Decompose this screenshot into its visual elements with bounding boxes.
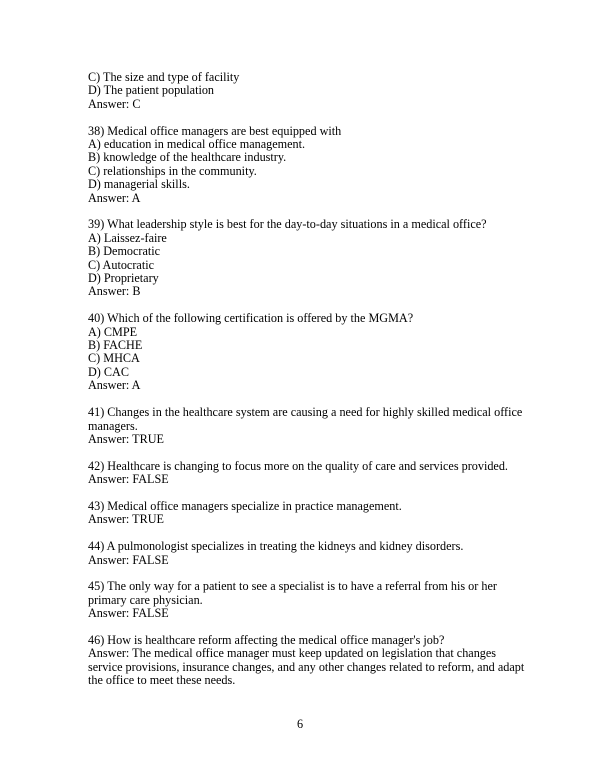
option-d: D) managerial skills. <box>88 177 190 192</box>
option-a: A) education in medical office management. <box>88 137 306 152</box>
page-content <box>88 71 528 688</box>
page-number: 6 <box>296 717 304 731</box>
option-d: D) Proprietary <box>88 271 159 286</box>
question-text: 41) Changes in the healthcare system are causing a need for highly skilled medical office <box>88 405 523 420</box>
answer-continued: the office to meet these needs. <box>88 673 236 688</box>
question-44 <box>88 540 528 567</box>
option-a: A) Laissez-faire <box>88 230 167 245</box>
option-a: A) CMPE <box>88 324 138 339</box>
question-text: 46) How is healthcare reform affecting the medical office manager's job? <box>88 632 445 647</box>
answer: Answer: The medical office manager must keep updated on legislation that changes <box>88 646 497 661</box>
question-text: 40) Which of the following certification is offered by the MGMA? <box>88 311 414 326</box>
question-41 <box>88 406 528 446</box>
question-text: 44) A pulmonologist specializes in treating the kidneys and kidney disorders. <box>88 539 464 554</box>
answer: Answer: FALSE <box>88 472 169 487</box>
question-46 <box>88 634 528 688</box>
answer-continued: service provisions, insurance changes, and any other changes related to reform, and adapt <box>88 659 525 674</box>
option-d: D) CAC <box>88 364 129 379</box>
question-42 <box>88 460 528 487</box>
option-c: C) Autocratic <box>88 257 154 272</box>
question-text-continued: primary care physician. <box>88 592 203 607</box>
answer: Answer: TRUE <box>88 512 164 527</box>
question-39 <box>88 218 528 298</box>
option-b: B) FACHE <box>88 338 143 353</box>
question-40 <box>88 312 528 392</box>
option-c: C) relationships in the community. <box>88 163 257 178</box>
answer: Answer: B <box>88 284 141 299</box>
question-38 <box>88 125 528 205</box>
question-text-continued: managers. <box>88 418 138 433</box>
question-text: 39) What leadership style is best for the day-to-day situations in a medical office? <box>88 217 487 232</box>
question-text: 45) The only way for a patient to see a specialist is to have a referral from his or her <box>88 579 497 594</box>
answer: Answer: TRUE <box>88 431 164 446</box>
option-c: C) MHCA <box>88 351 140 366</box>
answer: Answer: A <box>88 190 141 205</box>
question-37-tail <box>88 71 528 111</box>
question-text: 43) Medical office managers specialize in practice management. <box>88 498 402 513</box>
question-text: 42) Healthcare is changing to focus more on the quality of care and services provided. <box>88 458 508 473</box>
question-43 <box>88 500 528 527</box>
option-b: B) Democratic <box>88 244 161 259</box>
question-45 <box>88 580 528 620</box>
answer: Answer: FALSE <box>88 552 169 567</box>
question-text: 38) Medical office managers are best equipped with <box>88 123 342 138</box>
option-d: D) The patient population <box>88 83 215 98</box>
option-b: B) knowledge of the healthcare industry. <box>88 150 287 165</box>
answer: Answer: A <box>88 378 141 393</box>
answer: Answer: FALSE <box>88 606 169 621</box>
option-c: C) The size and type of facility <box>88 70 240 84</box>
answer: Answer: C <box>88 96 141 111</box>
